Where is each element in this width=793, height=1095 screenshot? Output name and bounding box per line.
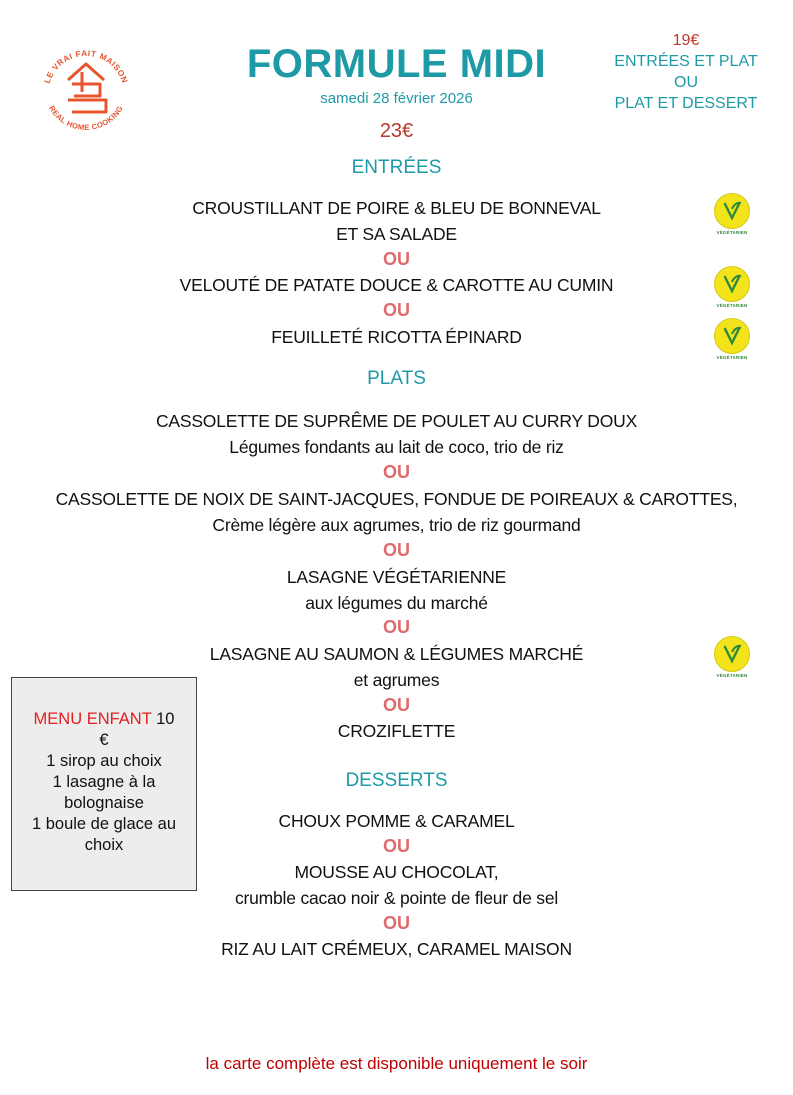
kids-menu-line-5: choix: [84, 836, 124, 854]
plat-4-line-2: et agrumes: [353, 670, 440, 690]
plat-2-line-2: Crème légère aux agrumes, trio de riz gourmand: [212, 515, 581, 535]
separator-ou: OU: [383, 249, 410, 269]
separator-ou: OU: [383, 462, 410, 482]
plat-3-line-2: aux légumes du marché: [305, 593, 488, 613]
dessert-1: CHOUX POMME & CARAMEL: [278, 811, 515, 831]
offer-price: 19€: [672, 32, 700, 49]
vegetarian-badge: VÉGÉTARIEN: [714, 193, 750, 233]
svg-text:REAL HOME COOKING: REAL HOME COOKING: [47, 104, 125, 133]
section-plats-title: PLATS: [367, 368, 426, 389]
svg-text:LE VRAI FAIT MAISON: LE VRAI FAIT MAISON: [42, 48, 130, 85]
entree-1-line-2: ET SA SALADE: [336, 224, 457, 244]
vegetarian-v-icon: [714, 193, 750, 229]
kids-menu-line-2: 1 lasagne à la: [52, 773, 156, 791]
separator-ou: OU: [383, 836, 410, 856]
kids-menu-label: MENU ENFANT: [33, 710, 152, 728]
plat-4-line-1: LASAGNE AU SAUMON & LÉGUMES MARCHÉ: [209, 644, 584, 664]
entree-2: VELOUTÉ DE PATATE DOUCE & CAROTTE AU CUMIN: [179, 275, 614, 295]
entree-1-line-1: CROUSTILLANT DE POIRE & BLEU DE BONNEVAL: [192, 198, 601, 218]
vegetarian-v-icon: [714, 636, 750, 672]
kids-menu-price: 10: [156, 710, 175, 728]
plat-5: CROZIFLETTE: [337, 721, 456, 741]
separator-ou: OU: [383, 617, 410, 637]
footer-note: la carte complète est disponible uniquement le soir: [205, 1054, 588, 1073]
vegetarian-badge: VÉGÉTARIEN: [714, 266, 750, 306]
kids-menu-title: [12, 709, 196, 730]
offer-box: [601, 30, 771, 114]
dessert-2-line-2: crumble cacao noir & pointe de fleur de sel: [234, 888, 559, 908]
offer-line-3: PLAT ET DESSERT: [614, 95, 758, 112]
kids-menu-box: [11, 677, 197, 891]
kids-menu-line-1: 1 sirop au choix: [46, 752, 162, 770]
plat-1-line-2: Légumes fondants au lait de coco, trio de riz: [229, 437, 564, 457]
kids-menu-currency: €: [99, 731, 109, 749]
vegetarian-badge: VÉGÉTARIEN: [714, 318, 750, 358]
plat-1-line-1: CASSOLETTE DE SUPRÊME DE POULET AU CURRY DOUX: [155, 411, 638, 431]
dessert-3: RIZ AU LAIT CRÉMEUX, CARAMEL MAISON: [221, 939, 572, 959]
menu-date: samedi 28 février 2026: [320, 90, 473, 107]
kids-menu-line-3: bolognaise: [64, 794, 144, 812]
entree-3: FEUILLETÉ RICOTTA ÉPINARD: [271, 327, 522, 347]
section-desserts-title: DESSERTS: [345, 770, 448, 791]
page-title: FORMULE MIDI: [246, 42, 547, 86]
plat-2-line-1: CASSOLETTE DE NOIX DE SAINT-JACQUES, FONDUE DE POIREAUX & CAROTTES,: [55, 489, 738, 509]
formula-price: 23€: [379, 120, 414, 142]
dessert-2-line-1: MOUSSE AU CHOCOLAT,: [294, 862, 499, 882]
vegetarian-badge: VÉGÉTARIEN: [714, 636, 750, 676]
section-entrees-title: ENTRÉES: [351, 157, 442, 178]
separator-ou: OU: [383, 913, 410, 933]
kids-menu-line-4: 1 boule de glace au: [31, 815, 177, 833]
offer-line-1: ENTRÉES ET PLAT: [614, 53, 758, 70]
separator-ou: OU: [383, 540, 410, 560]
vegetarian-v-icon: [714, 266, 750, 302]
vegetarian-v-icon: [714, 318, 750, 354]
separator-ou: OU: [383, 300, 410, 320]
separator-ou: OU: [383, 695, 410, 715]
offer-line-2: OU: [674, 74, 698, 91]
plat-3-line-1: LASAGNE VÉGÉTARIENNE: [286, 567, 507, 587]
